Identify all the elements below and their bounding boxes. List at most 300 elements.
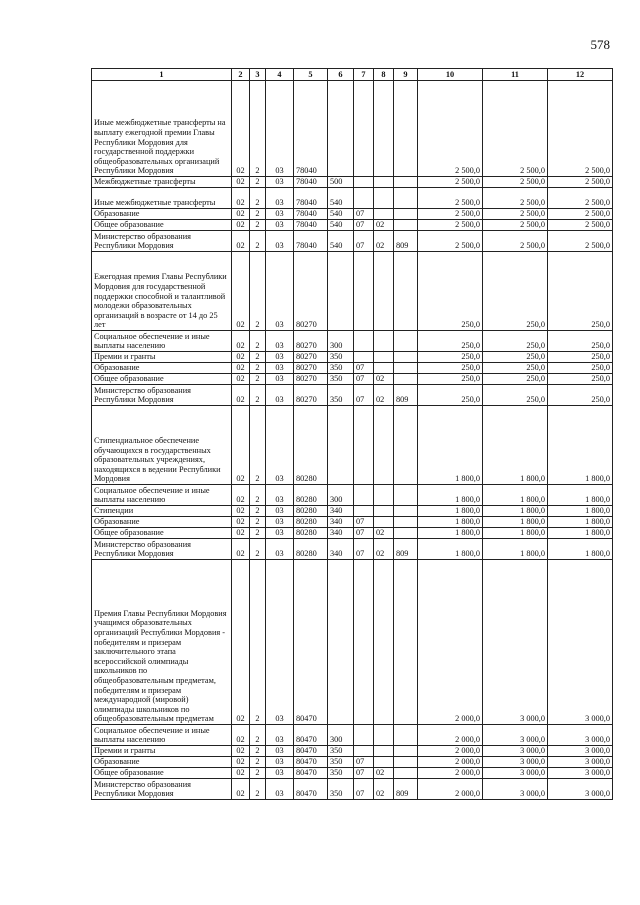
subprogram-code-cell: 2 xyxy=(250,506,266,517)
expense-type-cell: 350 xyxy=(328,385,354,406)
subprogram-code-cell: 2 xyxy=(250,331,266,352)
section-cell: 07 xyxy=(354,363,374,374)
amount-year2-cell: 1 800,0 xyxy=(483,485,548,506)
expense-type-cell: 300 xyxy=(328,331,354,352)
subprogram-code-cell: 2 xyxy=(250,209,266,220)
subsection-cell xyxy=(374,560,394,725)
table-row xyxy=(92,252,613,331)
section-code-cell: 02 xyxy=(232,528,250,539)
amount-year3-cell: 1 800,0 xyxy=(548,528,613,539)
row-name-cell: Министерство образования Республики Мордовия xyxy=(92,385,232,406)
direction-code-cell: 80470 xyxy=(294,768,328,779)
ministry-code-cell xyxy=(394,209,418,220)
section-code-cell: 02 xyxy=(232,220,250,231)
subsection-cell xyxy=(374,331,394,352)
amount-year3-cell: 2 500,0 xyxy=(548,81,613,177)
table-row xyxy=(92,757,613,768)
amount-year1-cell: 2 000,0 xyxy=(418,560,483,725)
direction-code-cell: 80280 xyxy=(294,406,328,485)
amount-year2-cell: 3 000,0 xyxy=(483,757,548,768)
column-header: 5 xyxy=(294,69,328,81)
section-cell xyxy=(354,252,374,331)
section-cell: 07 xyxy=(354,768,374,779)
section-cell: 07 xyxy=(354,517,374,528)
amount-year3-cell: 250,0 xyxy=(548,363,613,374)
amount-year2-cell: 3 000,0 xyxy=(483,746,548,757)
ministry-code-cell xyxy=(394,363,418,374)
section-code-cell: 02 xyxy=(232,779,250,800)
amount-year1-cell: 1 800,0 xyxy=(418,528,483,539)
section-code-cell: 02 xyxy=(232,331,250,352)
amount-year3-cell: 2 500,0 xyxy=(548,188,613,209)
subsection-cell xyxy=(374,177,394,188)
table-row xyxy=(92,188,613,209)
group-code-cell: 03 xyxy=(266,177,294,188)
ministry-code-cell: 809 xyxy=(394,385,418,406)
subprogram-code-cell: 2 xyxy=(250,517,266,528)
section-cell xyxy=(354,352,374,363)
amount-year3-cell: 250,0 xyxy=(548,331,613,352)
amount-year2-cell: 2 500,0 xyxy=(483,177,548,188)
row-name-cell: Общее образование xyxy=(92,528,232,539)
section-code-cell: 02 xyxy=(232,209,250,220)
column-header: 3 xyxy=(250,69,266,81)
direction-code-cell: 80470 xyxy=(294,757,328,768)
section-cell: 07 xyxy=(354,528,374,539)
group-code-cell: 03 xyxy=(266,331,294,352)
amount-year2-cell: 250,0 xyxy=(483,252,548,331)
row-name-cell: Премии и гранты xyxy=(92,746,232,757)
group-code-cell: 03 xyxy=(266,231,294,252)
section-code-cell: 02 xyxy=(232,231,250,252)
table-row xyxy=(92,209,613,220)
table-row xyxy=(92,485,613,506)
section-cell xyxy=(354,506,374,517)
section-code-cell: 02 xyxy=(232,252,250,331)
subsection-cell: 02 xyxy=(374,528,394,539)
amount-year3-cell: 1 800,0 xyxy=(548,539,613,560)
ministry-code-cell xyxy=(394,560,418,725)
amount-year3-cell: 1 800,0 xyxy=(548,506,613,517)
subprogram-code-cell: 2 xyxy=(250,220,266,231)
amount-year3-cell: 1 800,0 xyxy=(548,406,613,485)
section-cell xyxy=(354,560,374,725)
amount-year3-cell: 3 000,0 xyxy=(548,779,613,800)
amount-year2-cell: 1 800,0 xyxy=(483,506,548,517)
section-code-cell: 02 xyxy=(232,539,250,560)
subsection-cell: 02 xyxy=(374,779,394,800)
amount-year3-cell: 3 000,0 xyxy=(548,768,613,779)
direction-code-cell: 80280 xyxy=(294,506,328,517)
table-row xyxy=(92,560,613,725)
group-code-cell: 03 xyxy=(266,560,294,725)
section-cell: 07 xyxy=(354,779,374,800)
ministry-code-cell xyxy=(394,331,418,352)
amount-year1-cell: 1 800,0 xyxy=(418,517,483,528)
amount-year1-cell: 2 500,0 xyxy=(418,231,483,252)
subprogram-code-cell: 2 xyxy=(250,757,266,768)
direction-code-cell: 78040 xyxy=(294,188,328,209)
subsection-cell xyxy=(374,406,394,485)
row-name-cell: Стипендии xyxy=(92,506,232,517)
row-name-cell: Образование xyxy=(92,363,232,374)
ministry-code-cell xyxy=(394,757,418,768)
amount-year2-cell: 250,0 xyxy=(483,374,548,385)
column-header: 6 xyxy=(328,69,354,81)
amount-year1-cell: 1 800,0 xyxy=(418,485,483,506)
section-code-cell: 02 xyxy=(232,406,250,485)
subsection-cell xyxy=(374,725,394,746)
group-code-cell: 03 xyxy=(266,528,294,539)
section-code-cell: 02 xyxy=(232,363,250,374)
ministry-code-cell xyxy=(394,81,418,177)
section-code-cell: 02 xyxy=(232,352,250,363)
ministry-code-cell: 809 xyxy=(394,231,418,252)
row-name-cell: Социальное обеспечение и иные выплаты населению xyxy=(92,725,232,746)
subsection-cell: 02 xyxy=(374,231,394,252)
subsection-cell: 02 xyxy=(374,374,394,385)
amount-year3-cell: 1 800,0 xyxy=(548,485,613,506)
section-cell: 07 xyxy=(354,220,374,231)
amount-year1-cell: 2 000,0 xyxy=(418,768,483,779)
amount-year3-cell: 3 000,0 xyxy=(548,560,613,725)
direction-code-cell: 80280 xyxy=(294,528,328,539)
group-code-cell: 03 xyxy=(266,406,294,485)
table-row xyxy=(92,220,613,231)
amount-year2-cell: 2 500,0 xyxy=(483,81,548,177)
page-number: 578 xyxy=(590,37,610,52)
section-code-cell: 02 xyxy=(232,177,250,188)
direction-code-cell: 80470 xyxy=(294,725,328,746)
amount-year1-cell: 2 500,0 xyxy=(418,188,483,209)
column-header: 2 xyxy=(232,69,250,81)
subprogram-code-cell: 2 xyxy=(250,768,266,779)
amount-year1-cell: 2 000,0 xyxy=(418,725,483,746)
section-cell xyxy=(354,188,374,209)
expense-type-cell: 300 xyxy=(328,725,354,746)
group-code-cell: 03 xyxy=(266,725,294,746)
row-name-cell: Образование xyxy=(92,209,232,220)
subprogram-code-cell: 2 xyxy=(250,746,266,757)
row-name-cell: Образование xyxy=(92,517,232,528)
ministry-code-cell: 809 xyxy=(394,539,418,560)
section-code-cell: 02 xyxy=(232,81,250,177)
subsection-cell xyxy=(374,352,394,363)
table-row xyxy=(92,352,613,363)
direction-code-cell: 78040 xyxy=(294,231,328,252)
amount-year1-cell: 2 500,0 xyxy=(418,220,483,231)
table-row xyxy=(92,779,613,800)
table-row xyxy=(92,506,613,517)
amount-year3-cell: 3 000,0 xyxy=(548,757,613,768)
amount-year1-cell: 1 800,0 xyxy=(418,539,483,560)
column-header: 10 xyxy=(418,69,483,81)
subprogram-code-cell: 2 xyxy=(250,560,266,725)
subsection-cell xyxy=(374,363,394,374)
subprogram-code-cell: 2 xyxy=(250,374,266,385)
amount-year3-cell: 2 500,0 xyxy=(548,209,613,220)
expense-type-cell: 340 xyxy=(328,506,354,517)
expense-type-cell: 350 xyxy=(328,757,354,768)
ministry-code-cell xyxy=(394,725,418,746)
amount-year2-cell: 2 500,0 xyxy=(483,209,548,220)
subsection-cell xyxy=(374,485,394,506)
expense-type-cell: 350 xyxy=(328,768,354,779)
subprogram-code-cell: 2 xyxy=(250,406,266,485)
subprogram-code-cell: 2 xyxy=(250,539,266,560)
amount-year1-cell: 1 800,0 xyxy=(418,406,483,485)
group-code-cell: 03 xyxy=(266,363,294,374)
direction-code-cell: 80270 xyxy=(294,363,328,374)
amount-year1-cell: 2 500,0 xyxy=(418,209,483,220)
amount-year1-cell: 250,0 xyxy=(418,331,483,352)
subsection-cell xyxy=(374,757,394,768)
direction-code-cell: 80470 xyxy=(294,560,328,725)
amount-year2-cell: 250,0 xyxy=(483,331,548,352)
expense-type-cell: 540 xyxy=(328,188,354,209)
table-row xyxy=(92,385,613,406)
amount-year2-cell: 1 800,0 xyxy=(483,528,548,539)
amount-year2-cell: 1 800,0 xyxy=(483,539,548,560)
table-row xyxy=(92,406,613,485)
group-code-cell: 03 xyxy=(266,385,294,406)
subprogram-code-cell: 2 xyxy=(250,352,266,363)
table-row xyxy=(92,539,613,560)
direction-code-cell: 80280 xyxy=(294,539,328,560)
table-row xyxy=(92,374,613,385)
group-code-cell: 03 xyxy=(266,539,294,560)
subsection-cell xyxy=(374,506,394,517)
subprogram-code-cell: 2 xyxy=(250,252,266,331)
expense-type-cell: 540 xyxy=(328,231,354,252)
section-code-cell: 02 xyxy=(232,560,250,725)
row-name-cell: Общее образование xyxy=(92,374,232,385)
column-header: 11 xyxy=(483,69,548,81)
expense-type-cell: 540 xyxy=(328,220,354,231)
ministry-code-cell xyxy=(394,188,418,209)
expense-type-cell: 350 xyxy=(328,374,354,385)
section-cell xyxy=(354,177,374,188)
expense-type-cell xyxy=(328,81,354,177)
amount-year3-cell: 250,0 xyxy=(548,385,613,406)
section-cell xyxy=(354,406,374,485)
amount-year1-cell: 250,0 xyxy=(418,352,483,363)
expense-type-cell: 500 xyxy=(328,177,354,188)
section-cell xyxy=(354,746,374,757)
group-code-cell: 03 xyxy=(266,517,294,528)
table-row xyxy=(92,231,613,252)
ministry-code-cell xyxy=(394,352,418,363)
row-name-cell: Общее образование xyxy=(92,220,232,231)
expense-type-cell xyxy=(328,252,354,331)
ministry-code-cell xyxy=(394,517,418,528)
expense-type-cell: 340 xyxy=(328,517,354,528)
column-header: 4 xyxy=(266,69,294,81)
ministry-code-cell xyxy=(394,768,418,779)
amount-year2-cell: 2 500,0 xyxy=(483,188,548,209)
group-code-cell: 03 xyxy=(266,485,294,506)
table-row xyxy=(92,363,613,374)
amount-year2-cell: 2 500,0 xyxy=(483,220,548,231)
section-code-cell: 02 xyxy=(232,768,250,779)
row-name-cell: Иные межбюджетные трансферты xyxy=(92,188,232,209)
amount-year3-cell: 1 800,0 xyxy=(548,517,613,528)
group-code-cell: 03 xyxy=(266,779,294,800)
section-cell: 07 xyxy=(354,374,374,385)
ministry-code-cell xyxy=(394,485,418,506)
table-row xyxy=(92,517,613,528)
expense-type-cell xyxy=(328,560,354,725)
section-cell: 07 xyxy=(354,757,374,768)
section-cell xyxy=(354,331,374,352)
table-row xyxy=(92,768,613,779)
amount-year2-cell: 250,0 xyxy=(483,352,548,363)
table-row xyxy=(92,177,613,188)
column-header: 12 xyxy=(548,69,613,81)
amount-year1-cell: 2 500,0 xyxy=(418,81,483,177)
subsection-cell xyxy=(374,517,394,528)
amount-year1-cell: 250,0 xyxy=(418,363,483,374)
group-code-cell: 03 xyxy=(266,188,294,209)
amount-year3-cell: 3 000,0 xyxy=(548,725,613,746)
subprogram-code-cell: 2 xyxy=(250,188,266,209)
subsection-cell: 02 xyxy=(374,768,394,779)
subsection-cell xyxy=(374,746,394,757)
section-code-cell: 02 xyxy=(232,385,250,406)
amount-year3-cell: 3 000,0 xyxy=(548,746,613,757)
table-row xyxy=(92,81,613,177)
ministry-code-cell xyxy=(394,252,418,331)
budget-table xyxy=(91,68,613,800)
section-code-cell: 02 xyxy=(232,517,250,528)
group-code-cell: 03 xyxy=(266,81,294,177)
row-name-cell: Стипендиальное обеспечение обучающихся в государственных образовательных учреждениях, находящихся в ведении Республики Мордовия xyxy=(92,406,232,485)
amount-year2-cell: 3 000,0 xyxy=(483,560,548,725)
subsection-cell xyxy=(374,81,394,177)
amount-year1-cell: 1 800,0 xyxy=(418,506,483,517)
direction-code-cell: 80270 xyxy=(294,352,328,363)
amount-year1-cell: 250,0 xyxy=(418,252,483,331)
subsection-cell xyxy=(374,188,394,209)
expense-type-cell: 350 xyxy=(328,746,354,757)
direction-code-cell: 78040 xyxy=(294,209,328,220)
group-code-cell: 03 xyxy=(266,757,294,768)
direction-code-cell: 80470 xyxy=(294,779,328,800)
amount-year2-cell: 250,0 xyxy=(483,385,548,406)
amount-year2-cell: 2 500,0 xyxy=(483,231,548,252)
column-header: 7 xyxy=(354,69,374,81)
amount-year1-cell: 250,0 xyxy=(418,374,483,385)
row-name-cell: Общее образование xyxy=(92,768,232,779)
section-code-cell: 02 xyxy=(232,374,250,385)
row-name-cell: Министерство образования Республики Мордовия xyxy=(92,231,232,252)
row-name-cell: Министерство образования Республики Мордовия xyxy=(92,779,232,800)
ministry-code-cell: 809 xyxy=(394,779,418,800)
section-code-cell: 02 xyxy=(232,188,250,209)
group-code-cell: 03 xyxy=(266,374,294,385)
amount-year3-cell: 2 500,0 xyxy=(548,231,613,252)
ministry-code-cell xyxy=(394,506,418,517)
subprogram-code-cell: 2 xyxy=(250,231,266,252)
section-cell: 07 xyxy=(354,231,374,252)
row-name-cell: Министерство образования Республики Мордовия xyxy=(92,539,232,560)
table-row xyxy=(92,331,613,352)
table-row xyxy=(92,528,613,539)
ministry-code-cell xyxy=(394,177,418,188)
amount-year1-cell: 2 000,0 xyxy=(418,779,483,800)
row-name-cell: Межбюджетные трансферты xyxy=(92,177,232,188)
subprogram-code-cell: 2 xyxy=(250,363,266,374)
table-row xyxy=(92,725,613,746)
subsection-cell xyxy=(374,209,394,220)
group-code-cell: 03 xyxy=(266,352,294,363)
subsection-cell xyxy=(374,252,394,331)
section-cell xyxy=(354,81,374,177)
column-header: 1 xyxy=(92,69,232,81)
subsection-cell: 02 xyxy=(374,220,394,231)
header-row xyxy=(92,69,613,81)
amount-year1-cell: 250,0 xyxy=(418,385,483,406)
expense-type-cell: 350 xyxy=(328,352,354,363)
row-name-cell: Премии и гранты xyxy=(92,352,232,363)
direction-code-cell: 80270 xyxy=(294,385,328,406)
expense-type-cell: 350 xyxy=(328,363,354,374)
expense-type-cell: 340 xyxy=(328,539,354,560)
amount-year2-cell: 3 000,0 xyxy=(483,725,548,746)
amount-year1-cell: 2 000,0 xyxy=(418,757,483,768)
amount-year1-cell: 2 500,0 xyxy=(418,177,483,188)
subprogram-code-cell: 2 xyxy=(250,779,266,800)
amount-year3-cell: 250,0 xyxy=(548,374,613,385)
section-cell: 07 xyxy=(354,539,374,560)
row-name-cell: Социальное обеспечение и иные выплаты населению xyxy=(92,485,232,506)
expense-type-cell: 340 xyxy=(328,528,354,539)
direction-code-cell: 80270 xyxy=(294,331,328,352)
group-code-cell: 03 xyxy=(266,209,294,220)
direction-code-cell: 80270 xyxy=(294,374,328,385)
direction-code-cell: 80470 xyxy=(294,746,328,757)
direction-code-cell: 80280 xyxy=(294,517,328,528)
amount-year2-cell: 1 800,0 xyxy=(483,517,548,528)
expense-type-cell: 540 xyxy=(328,209,354,220)
section-code-cell: 02 xyxy=(232,506,250,517)
subprogram-code-cell: 2 xyxy=(250,485,266,506)
group-code-cell: 03 xyxy=(266,746,294,757)
table-body xyxy=(92,81,613,800)
section-code-cell: 02 xyxy=(232,485,250,506)
subsection-cell: 02 xyxy=(374,385,394,406)
amount-year2-cell: 3 000,0 xyxy=(483,779,548,800)
direction-code-cell: 78040 xyxy=(294,177,328,188)
amount-year3-cell: 2 500,0 xyxy=(548,220,613,231)
amount-year3-cell: 250,0 xyxy=(548,252,613,331)
section-code-cell: 02 xyxy=(232,757,250,768)
amount-year3-cell: 2 500,0 xyxy=(548,177,613,188)
ministry-code-cell xyxy=(394,220,418,231)
direction-code-cell: 78040 xyxy=(294,220,328,231)
amount-year3-cell: 250,0 xyxy=(548,352,613,363)
group-code-cell: 03 xyxy=(266,768,294,779)
row-name-cell: Образование xyxy=(92,757,232,768)
direction-code-cell: 80280 xyxy=(294,485,328,506)
subprogram-code-cell: 2 xyxy=(250,81,266,177)
column-header: 9 xyxy=(394,69,418,81)
group-code-cell: 03 xyxy=(266,220,294,231)
subsection-cell: 02 xyxy=(374,539,394,560)
row-name-cell: Социальное обеспечение и иные выплаты населению xyxy=(92,331,232,352)
direction-code-cell: 80270 xyxy=(294,252,328,331)
section-cell: 07 xyxy=(354,209,374,220)
